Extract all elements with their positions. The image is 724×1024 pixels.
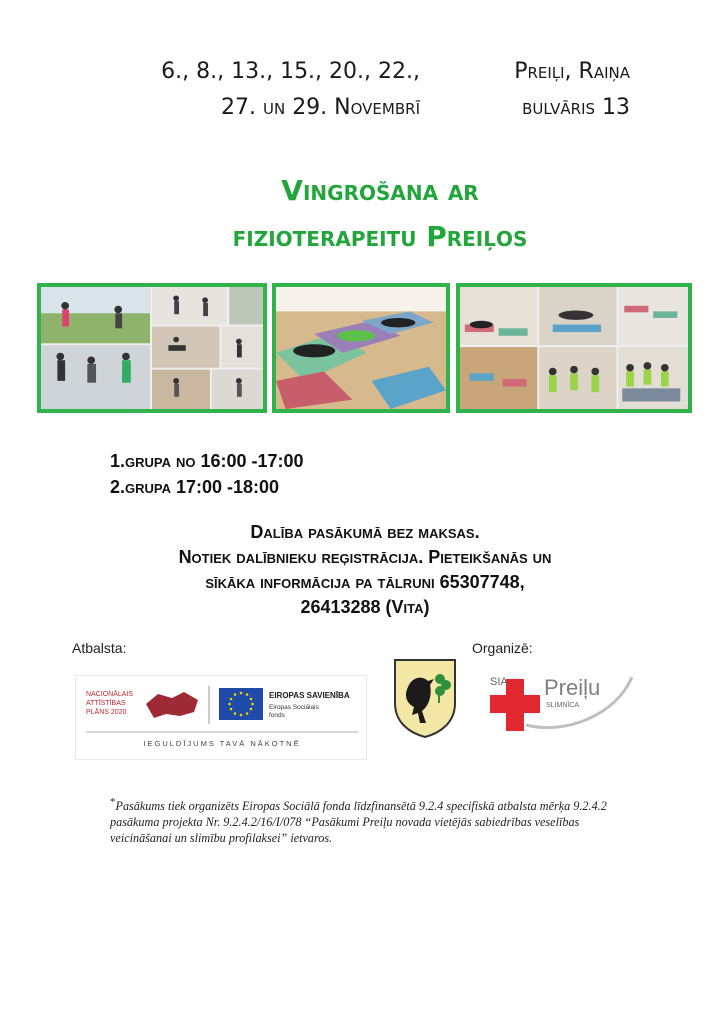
location-line-2: bulvāris 13 xyxy=(522,95,630,120)
title-line-2: fizioterapeitu Preiļos xyxy=(232,220,528,253)
support-label: Atbalsta: xyxy=(72,640,127,656)
title-line-1: Vingrošana ar xyxy=(281,174,479,207)
latvia-map-icon xyxy=(146,692,198,718)
eu-title: EIROPAS SAVIENĪBA xyxy=(269,691,350,700)
hospital-sub: SLIMNĪCA xyxy=(546,702,580,709)
organizer-label: Organizē: xyxy=(472,640,533,656)
nap-line-1: NACIONĀLAIS xyxy=(86,691,134,698)
info-line-3: sīkāka informācija pa tālruni 65307748, xyxy=(205,572,525,592)
group-schedule xyxy=(110,448,304,500)
footnote-text: Pasākums tiek organizēts Eiropas Sociālā fonda līdzfinansētā 9.2.4 specifiskā atbalsta mērķa 9.2.4.2 pasākuma projekta Nr. 9.2.4.2/16/I/078 “Pasākumi Preiļu novada vietējās sabiedrības veselības veicināšanai un slimību profilaksei” ietvaros. xyxy=(110,799,607,846)
group-2-time: 2.grupa 17:00 -18:00 xyxy=(110,477,280,497)
info-line-1: Dalība pasākumā bez maksas. xyxy=(250,522,480,542)
event-location xyxy=(440,54,630,126)
hospital-name: Preiļu xyxy=(544,675,601,700)
participation-info xyxy=(90,520,640,620)
hospital-prefix: SIA xyxy=(490,676,508,688)
nap-line-3: PLĀNS 2020 xyxy=(86,709,127,716)
footnote-asterisk: * xyxy=(110,796,116,808)
photo-collage-group-exercise xyxy=(456,283,692,413)
group-1-time: 1.grupa no 16:00 -17:00 xyxy=(110,451,304,471)
eu-sub-2: fonds xyxy=(269,712,285,719)
poster-title xyxy=(100,168,660,260)
info-line-2: Notiek dalībnieku reģistrācija. Pieteikšanās un xyxy=(178,547,552,567)
funding-footnote xyxy=(110,794,630,846)
preilu-slimnica-logo xyxy=(486,665,634,735)
photo-collage-outdoor-exercise xyxy=(37,283,267,413)
eu-sub-1: Eiropas Sociālais xyxy=(269,704,319,711)
dates-line-2: 27. un 29. Novembrī xyxy=(221,95,420,120)
partner-logos xyxy=(75,675,367,760)
photo-mat-exercise xyxy=(272,283,450,413)
dates-line-1: 6., 8., 13., 15., 20., 22., xyxy=(161,59,420,84)
eu-slogan: IEGULDĪJUMS TAVĀ NĀKOTNĒ xyxy=(143,739,301,748)
preili-coat-of-arms xyxy=(392,657,458,739)
nap-line-2: ATTĪSTĪBAS xyxy=(86,700,126,707)
location-line-1: Preiļi, Raiņa xyxy=(514,59,630,84)
info-line-4: 26413288 (Vita) xyxy=(300,597,430,617)
event-dates xyxy=(60,54,420,126)
